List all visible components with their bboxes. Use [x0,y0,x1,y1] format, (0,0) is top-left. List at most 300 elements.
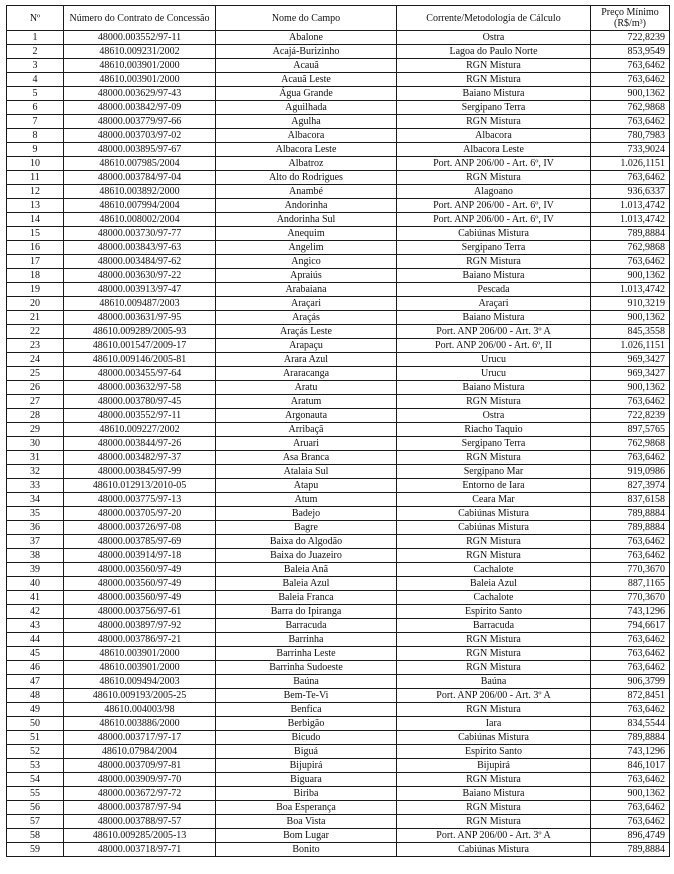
field-name: Atapu [216,479,397,493]
calc-method: Urucu [397,367,591,381]
contract-number: 48610.009285/2005-13 [64,829,216,843]
row-number: 14 [7,213,64,227]
table-row [7,675,670,689]
row-number: 55 [7,787,64,801]
calc-method: Cabiúnas Mistura [397,227,591,241]
table-row [7,465,670,479]
table-row [7,423,670,437]
min-price: 887,1165 [591,577,670,591]
table-row [7,829,670,843]
calc-method: Espírito Santo [397,605,591,619]
row-number: 32 [7,465,64,479]
contract-number: 48000.003788/97-57 [64,815,216,829]
row-number: 16 [7,241,64,255]
calc-method: RGN Mistura [397,451,591,465]
contract-number: 48000.003842/97-09 [64,101,216,115]
row-number: 43 [7,619,64,633]
contract-number: 48000.003718/97-71 [64,843,216,857]
row-number: 23 [7,339,64,353]
table-row [7,101,670,115]
table-row [7,241,670,255]
contract-number: 48000.003913/97-47 [64,283,216,297]
calc-method: Port. ANP 206/00 - Art. 6º, IV [397,157,591,171]
field-name: Bicudo [216,731,397,745]
contract-number: 48000.003482/97-37 [64,451,216,465]
field-name: Berbigão [216,717,397,731]
row-number: 39 [7,563,64,577]
header-num: Nº [7,6,64,31]
field-name: Atum [216,493,397,507]
field-name: Arribaçã [216,423,397,437]
field-name: Araracanga [216,367,397,381]
calc-method: Port. ANP 206/00 - Art. 6º, IV [397,213,591,227]
min-price: 763,6462 [591,549,670,563]
field-name: Acauã [216,59,397,73]
min-price: 763,6462 [591,661,670,675]
row-number: 44 [7,633,64,647]
field-name: Barracuda [216,619,397,633]
table-row [7,157,670,171]
min-price: 1.013,4742 [591,283,670,297]
min-price: 794,6617 [591,619,670,633]
calc-method: Baiano Mistura [397,269,591,283]
calc-method: Port. ANP 206/00 - Art. 6º, II [397,339,591,353]
calc-method: RGN Mistura [397,115,591,129]
calc-method: Baiano Mistura [397,787,591,801]
header-price: Preço Mínimo (R$/m³) [591,6,670,31]
min-price: 969,3427 [591,367,670,381]
calc-method: Port. ANP 206/00 - Art. 3º A [397,325,591,339]
calc-method: Alagoano [397,185,591,199]
field-name: Alto do Rodrigues [216,171,397,185]
field-name: Badejo [216,507,397,521]
table-row [7,59,670,73]
table-row [7,507,670,521]
field-name: Aguilhada [216,101,397,115]
contract-number: 48000.003784/97-04 [64,171,216,185]
calc-method: Entorno de Iara [397,479,591,493]
field-name: Baixa do Juazeiro [216,549,397,563]
contract-number: 48610.009231/2002 [64,45,216,59]
calc-method: Albacora Leste [397,143,591,157]
table-row [7,311,670,325]
row-number: 35 [7,507,64,521]
calc-method: RGN Mistura [397,549,591,563]
table-row [7,115,670,129]
min-price: 789,8884 [591,227,670,241]
field-name: Apraiús [216,269,397,283]
table-row [7,745,670,759]
contract-number: 48000.003560/97-49 [64,563,216,577]
min-price: 969,3427 [591,353,670,367]
row-number: 41 [7,591,64,605]
row-number: 5 [7,87,64,101]
table-row [7,521,670,535]
row-number: 3 [7,59,64,73]
calc-method: Sergipano Mar [397,465,591,479]
field-name: Araçari [216,297,397,311]
table-row [7,437,670,451]
table-row [7,479,670,493]
min-price: 733,9024 [591,143,670,157]
min-price: 789,8884 [591,731,670,745]
min-price: 846,1017 [591,759,670,773]
contract-number: 48000.003484/97-62 [64,255,216,269]
min-price: 900,1362 [591,787,670,801]
table-row [7,255,670,269]
price-table [6,5,670,857]
row-number: 25 [7,367,64,381]
contract-number: 48610.009487/2003 [64,297,216,311]
table-row [7,843,670,857]
min-price: 900,1362 [591,87,670,101]
row-number: 47 [7,675,64,689]
field-name: Angelim [216,241,397,255]
row-number: 28 [7,409,64,423]
min-price: 763,6462 [591,815,670,829]
row-number: 57 [7,815,64,829]
contract-number: 48000.003909/97-70 [64,773,216,787]
calc-method: Ostra [397,31,591,45]
calc-method: RGN Mistura [397,535,591,549]
field-name: Atalaia Sul [216,465,397,479]
row-number: 38 [7,549,64,563]
row-number: 36 [7,521,64,535]
min-price: 763,6462 [591,633,670,647]
min-price: 763,6462 [591,801,670,815]
contract-number: 48610.003901/2000 [64,73,216,87]
table-row [7,591,670,605]
table-row [7,353,670,367]
calc-method: Iara [397,717,591,731]
field-name: Angico [216,255,397,269]
min-price: 743,1296 [591,745,670,759]
calc-method: Cabiúnas Mistura [397,843,591,857]
table-row [7,633,670,647]
calc-method: RGN Mistura [397,647,591,661]
min-price: 763,6462 [591,395,670,409]
contract-number: 48000.003552/97-11 [64,31,216,45]
min-price: 762,9868 [591,437,670,451]
table-row [7,143,670,157]
min-price: 770,3670 [591,563,670,577]
row-number: 4 [7,73,64,87]
row-number: 51 [7,731,64,745]
field-name: Arapaçu [216,339,397,353]
field-name: Boa Vista [216,815,397,829]
row-number: 59 [7,843,64,857]
contract-number: 48000.003914/97-18 [64,549,216,563]
contract-number: 48610.007994/2004 [64,199,216,213]
row-number: 34 [7,493,64,507]
contract-number: 48000.003632/97-58 [64,381,216,395]
calc-method: RGN Mistura [397,703,591,717]
field-name: Albacora Leste [216,143,397,157]
table-row [7,185,670,199]
field-name: Acajá-Burizinho [216,45,397,59]
field-name: Anambé [216,185,397,199]
contract-number: 48000.003895/97-67 [64,143,216,157]
contract-number: 48610.003901/2000 [64,59,216,73]
calc-method: Urucu [397,353,591,367]
calc-method: Riacho Taquio [397,423,591,437]
min-price: 1.013,4742 [591,199,670,213]
table-row [7,619,670,633]
contract-number: 48000.003844/97-26 [64,437,216,451]
min-price: 1.026,1151 [591,339,670,353]
contract-number: 48610.004003/98 [64,703,216,717]
row-number: 24 [7,353,64,367]
calc-method: Baiano Mistura [397,311,591,325]
calc-method: RGN Mistura [397,661,591,675]
min-price: 763,6462 [591,115,670,129]
row-number: 20 [7,297,64,311]
table-row [7,647,670,661]
calc-method: Baúna [397,675,591,689]
min-price: 900,1362 [591,269,670,283]
min-price: 763,6462 [591,535,670,549]
field-name: Baleia Anã [216,563,397,577]
table-row [7,73,670,87]
table-row [7,451,670,465]
row-number: 37 [7,535,64,549]
table-row [7,269,670,283]
row-number: 45 [7,647,64,661]
calc-method: Barracuda [397,619,591,633]
calc-method: RGN Mistura [397,801,591,815]
table-row [7,171,670,185]
header-row [7,6,670,31]
table-row [7,31,670,45]
calc-method: Pescada [397,283,591,297]
min-price: 789,8884 [591,507,670,521]
field-name: Argonauta [216,409,397,423]
row-number: 33 [7,479,64,493]
min-price: 770,3670 [591,591,670,605]
table-row [7,493,670,507]
table-row [7,703,670,717]
calc-method: Lagoa do Paulo Norte [397,45,591,59]
contract-number: 48610.07984/2004 [64,745,216,759]
row-number: 26 [7,381,64,395]
field-name: Biguá [216,745,397,759]
min-price: 834,5544 [591,717,670,731]
row-number: 17 [7,255,64,269]
field-name: Baleia Azul [216,577,397,591]
contract-number: 48000.003780/97-45 [64,395,216,409]
field-name: Bem-Te-Vi [216,689,397,703]
contract-number: 48000.003843/97-63 [64,241,216,255]
row-number: 15 [7,227,64,241]
table-row [7,605,670,619]
contract-number: 48000.003730/97-77 [64,227,216,241]
row-number: 58 [7,829,64,843]
calc-method: RGN Mistura [397,59,591,73]
field-name: Barrinha [216,633,397,647]
min-price: 910,3219 [591,297,670,311]
min-price: 763,6462 [591,703,670,717]
table-row [7,297,670,311]
min-price: 896,4749 [591,829,670,843]
table-row [7,409,670,423]
field-name: Barrinha Leste [216,647,397,661]
field-name: Andorinha Sul [216,213,397,227]
min-price: 722,8239 [591,409,670,423]
row-number: 29 [7,423,64,437]
table-row [7,689,670,703]
table-row [7,717,670,731]
row-number: 8 [7,129,64,143]
calc-method: Bijupirá [397,759,591,773]
min-price: 763,6462 [591,773,670,787]
row-number: 54 [7,773,64,787]
contract-number: 48000.003787/97-94 [64,801,216,815]
min-price: 763,6462 [591,451,670,465]
field-name: Arara Azul [216,353,397,367]
field-name: Benfica [216,703,397,717]
contract-number: 48000.003775/97-13 [64,493,216,507]
min-price: 897,5765 [591,423,670,437]
min-price: 900,1362 [591,311,670,325]
min-price: 762,9868 [591,101,670,115]
row-number: 7 [7,115,64,129]
min-price: 789,8884 [591,843,670,857]
field-name: Abalone [216,31,397,45]
row-number: 12 [7,185,64,199]
table-row [7,773,670,787]
table-row [7,563,670,577]
row-number: 56 [7,801,64,815]
field-name: Agulha [216,115,397,129]
contract-number: 48610.008002/2004 [64,213,216,227]
field-name: Bijupirá [216,759,397,773]
header-method: Corrente/Metodologia de Cálculo [397,6,591,31]
row-number: 11 [7,171,64,185]
contract-number: 48000.003786/97-21 [64,633,216,647]
contract-number: 48000.003560/97-49 [64,591,216,605]
field-name: Aratum [216,395,397,409]
row-number: 1 [7,31,64,45]
table-row [7,45,670,59]
contract-number: 48000.003726/97-08 [64,521,216,535]
field-name: Biriba [216,787,397,801]
calc-method: RGN Mistura [397,395,591,409]
header-contract: Número do Contrato de Concessão [64,6,216,31]
contract-number: 48610.012913/2010-05 [64,479,216,493]
contract-number: 48610.009193/2005-25 [64,689,216,703]
row-number: 21 [7,311,64,325]
table-row [7,199,670,213]
field-name: Aruari [216,437,397,451]
calc-method: Sergipano Terra [397,437,591,451]
contract-number: 48000.003897/97-92 [64,619,216,633]
table-row [7,577,670,591]
row-number: 6 [7,101,64,115]
field-name: Albatroz [216,157,397,171]
field-name: Acauã Leste [216,73,397,87]
field-name: Araçás Leste [216,325,397,339]
table-row [7,731,670,745]
field-name: Biguara [216,773,397,787]
field-name: Boa Esperança [216,801,397,815]
contract-number: 48000.003717/97-17 [64,731,216,745]
calc-method: Sergipano Terra [397,101,591,115]
field-name: Água Grande [216,87,397,101]
row-number: 22 [7,325,64,339]
row-number: 52 [7,745,64,759]
contract-number: 48610.001547/2009-17 [64,339,216,353]
contract-number: 48610.009227/2002 [64,423,216,437]
min-price: 845,3558 [591,325,670,339]
min-price: 743,1296 [591,605,670,619]
contract-number: 48000.003785/97-69 [64,535,216,549]
calc-method: Cabiúnas Mistura [397,507,591,521]
calc-method: RGN Mistura [397,171,591,185]
field-name: Barra do Ipiranga [216,605,397,619]
min-price: 722,8239 [591,31,670,45]
calc-method: Port. ANP 206/00 - Art. 6º, IV [397,199,591,213]
calc-method: Cabiúnas Mistura [397,521,591,535]
row-number: 27 [7,395,64,409]
contract-number: 48610.009289/2005-93 [64,325,216,339]
min-price: 872,8451 [591,689,670,703]
field-name: Aratu [216,381,397,395]
table-row [7,325,670,339]
min-price: 837,6158 [591,493,670,507]
contract-number: 48000.003709/97-81 [64,759,216,773]
contract-number: 48610.003901/2000 [64,647,216,661]
min-price: 763,6462 [591,73,670,87]
field-name: Bom Lugar [216,829,397,843]
contract-number: 48000.003845/97-99 [64,465,216,479]
row-number: 40 [7,577,64,591]
field-name: Bagre [216,521,397,535]
contract-number: 48000.003779/97-66 [64,115,216,129]
min-price: 936,6337 [591,185,670,199]
row-number: 19 [7,283,64,297]
min-price: 853,9549 [591,45,670,59]
row-number: 30 [7,437,64,451]
field-name: Baleia Franca [216,591,397,605]
min-price: 789,8884 [591,521,670,535]
min-price: 763,6462 [591,647,670,661]
min-price: 763,6462 [591,171,670,185]
min-price: 1.013,4742 [591,213,670,227]
field-name: Baúna [216,675,397,689]
min-price: 1.026,1151 [591,157,670,171]
calc-method: RGN Mistura [397,773,591,787]
contract-number: 48000.003552/97-11 [64,409,216,423]
calc-method: Port. ANP 206/00 - Art. 3º A [397,689,591,703]
contract-number: 48610.009146/2005-81 [64,353,216,367]
calc-method: RGN Mistura [397,73,591,87]
contract-number: 48000.003631/97-95 [64,311,216,325]
header-field: Nome do Campo [216,6,397,31]
calc-method: Albacora [397,129,591,143]
min-price: 919,0986 [591,465,670,479]
table-row [7,395,670,409]
contract-number: 48000.003630/97-22 [64,269,216,283]
contract-number: 48610.007985/2004 [64,157,216,171]
table-row [7,213,670,227]
min-price: 780,7983 [591,129,670,143]
calc-method: RGN Mistura [397,633,591,647]
calc-method: Baleia Azul [397,577,591,591]
field-name: Albacora [216,129,397,143]
calc-method: Sergipano Terra [397,241,591,255]
row-number: 18 [7,269,64,283]
calc-method: Espírito Santo [397,745,591,759]
